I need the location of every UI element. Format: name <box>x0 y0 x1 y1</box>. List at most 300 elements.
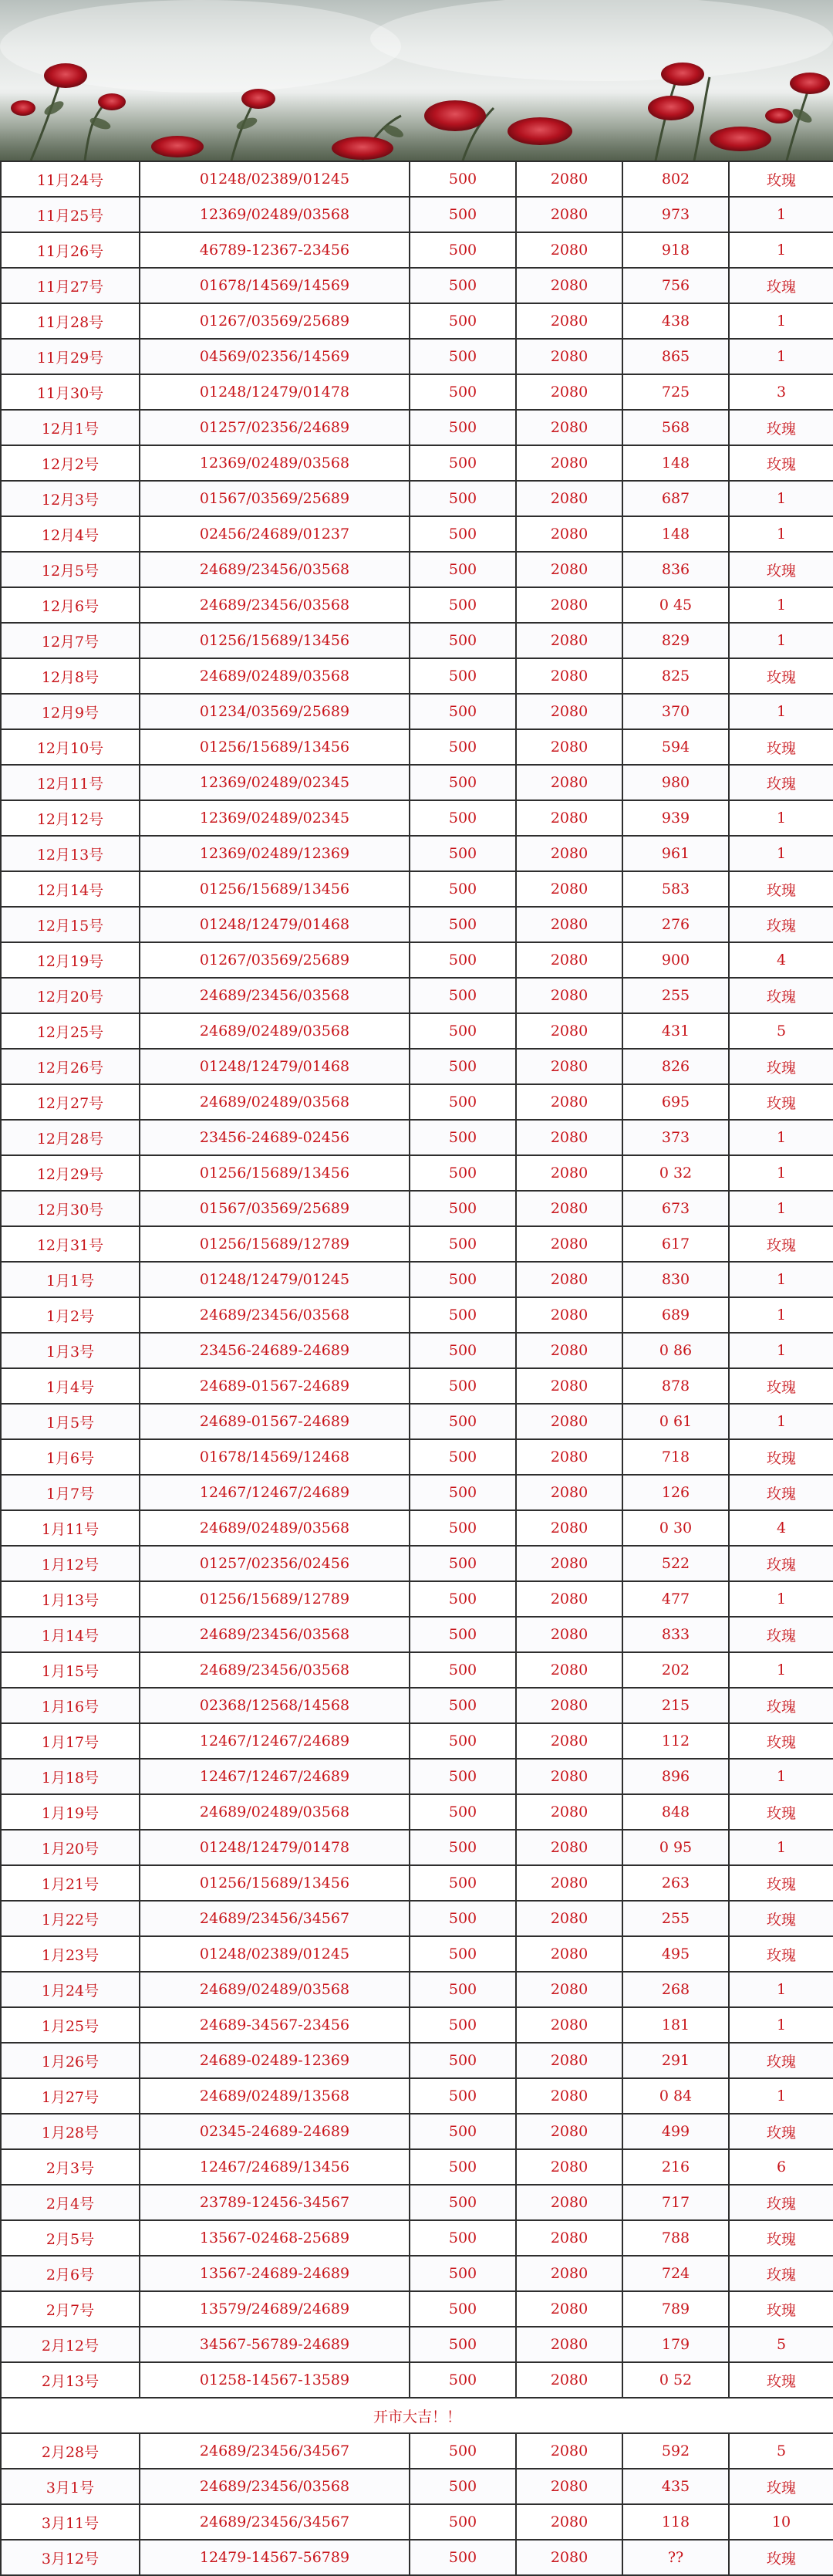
date-cell: 11月25号 <box>1 197 140 232</box>
payout-cell: 2080 <box>516 729 622 765</box>
table-row <box>1 1652 833 1688</box>
numbers-cell: 01248/12479/01478 <box>140 374 410 410</box>
table-row <box>1 2469 833 2504</box>
payout-cell: 2080 <box>516 2291 622 2327</box>
amount-cell: 500 <box>410 2007 516 2043</box>
table-row <box>1 1404 833 1439</box>
result-cell: 725 <box>622 374 729 410</box>
date-cell: 1月15号 <box>1 1652 140 1688</box>
numbers-cell: 04569/02356/14569 <box>140 339 410 374</box>
outcome-cell: 玫瑰 <box>729 2256 833 2291</box>
table-row <box>1 2540 833 2575</box>
amount-cell: 500 <box>410 1013 516 1049</box>
amount-cell: 500 <box>410 410 516 445</box>
amount-cell: 500 <box>410 623 516 658</box>
payout-cell: 2080 <box>516 765 622 800</box>
numbers-cell: 12467/24689/13456 <box>140 2149 410 2185</box>
amount-cell: 500 <box>410 2469 516 2504</box>
date-cell: 12月20号 <box>1 978 140 1013</box>
outcome-cell: 10 <box>729 2504 833 2540</box>
payout-cell: 2080 <box>516 410 622 445</box>
result-cell: 788 <box>622 2220 729 2256</box>
result-cell: 825 <box>622 658 729 694</box>
date-cell: 12月11号 <box>1 765 140 800</box>
date-cell: 12月6号 <box>1 587 140 623</box>
amount-cell: 500 <box>410 2220 516 2256</box>
date-cell: 1月21号 <box>1 1865 140 1901</box>
date-cell: 12月13号 <box>1 836 140 871</box>
outcome-cell: 玫瑰 <box>729 1865 833 1901</box>
result-cell: 179 <box>622 2327 729 2362</box>
payout-cell: 2080 <box>516 1155 622 1191</box>
amount-cell: 500 <box>410 1759 516 1794</box>
amount-cell: 500 <box>410 2114 516 2149</box>
outcome-cell: 玫瑰 <box>729 729 833 765</box>
table-row <box>1 658 833 694</box>
date-cell: 12月31号 <box>1 1226 140 1262</box>
amount-cell: 500 <box>410 2291 516 2327</box>
date-cell: 12月10号 <box>1 729 140 765</box>
numbers-cell: 23456-24689-02456 <box>140 1120 410 1155</box>
date-cell: 1月7号 <box>1 1475 140 1510</box>
numbers-cell: 24689/02489/03568 <box>140 658 410 694</box>
result-cell: 689 <box>622 1297 729 1333</box>
table-row <box>1 1084 833 1120</box>
outcome-cell: 1 <box>729 1155 833 1191</box>
table-row <box>1 1794 833 1830</box>
outcome-cell: 玫瑰 <box>729 2291 833 2327</box>
payout-cell: 2080 <box>516 1226 622 1262</box>
numbers-cell: 01256/15689/13456 <box>140 623 410 658</box>
result-cell: 0 86 <box>622 1333 729 1368</box>
outcome-cell: 玫瑰 <box>729 268 833 303</box>
amount-cell: 500 <box>410 1262 516 1297</box>
payout-cell: 2080 <box>516 1120 622 1155</box>
payout-cell: 2080 <box>516 2362 622 2398</box>
outcome-cell: 1 <box>729 1404 833 1439</box>
table-row <box>1 1510 833 1546</box>
outcome-cell: 4 <box>729 1510 833 1546</box>
amount-cell: 500 <box>410 1865 516 1901</box>
result-cell: 724 <box>622 2256 729 2291</box>
table-row <box>1 765 833 800</box>
date-cell: 1月13号 <box>1 1581 140 1617</box>
amount-cell: 500 <box>410 268 516 303</box>
amount-cell: 500 <box>410 587 516 623</box>
result-cell: 878 <box>622 1368 729 1404</box>
table-row <box>1 1581 833 1617</box>
result-cell: 431 <box>622 1013 729 1049</box>
date-cell: 12月2号 <box>1 445 140 481</box>
table-row <box>1 197 833 232</box>
banner-row <box>1 2398 833 2433</box>
payout-cell: 2080 <box>516 2043 622 2078</box>
result-cell: 255 <box>622 1901 729 1936</box>
result-cell: 0 84 <box>622 2078 729 2114</box>
table-row <box>1 445 833 481</box>
outcome-cell: 1 <box>729 481 833 516</box>
result-cell: 833 <box>622 1617 729 1652</box>
outcome-cell: 玫瑰 <box>729 2114 833 2149</box>
table-row <box>1 1546 833 1581</box>
amount-cell: 500 <box>410 1546 516 1581</box>
payout-cell: 2080 <box>516 587 622 623</box>
date-cell: 1月27号 <box>1 2078 140 2114</box>
date-cell: 12月3号 <box>1 481 140 516</box>
amount-cell: 500 <box>410 1510 516 1546</box>
date-cell: 12月14号 <box>1 871 140 907</box>
result-cell: 826 <box>622 1049 729 1084</box>
date-cell: 1月20号 <box>1 1830 140 1865</box>
payout-cell: 2080 <box>516 871 622 907</box>
result-cell: 126 <box>622 1475 729 1510</box>
table-row <box>1 800 833 836</box>
payout-cell: 2080 <box>516 1581 622 1617</box>
date-cell: 11月29号 <box>1 339 140 374</box>
table-row <box>1 2256 833 2291</box>
numbers-cell: 02368/12568/14568 <box>140 1688 410 1723</box>
numbers-cell: 01256/15689/13456 <box>140 871 410 907</box>
numbers-cell: 13579/24689/24689 <box>140 2291 410 2327</box>
numbers-cell: 24689/23456/03568 <box>140 2469 410 2504</box>
outcome-cell: 1 <box>729 836 833 871</box>
numbers-cell: 01248/12479/01468 <box>140 907 410 942</box>
payout-cell: 2080 <box>516 374 622 410</box>
numbers-cell: 01678/14569/12468 <box>140 1439 410 1475</box>
result-cell: 918 <box>622 232 729 268</box>
amount-cell: 500 <box>410 1581 516 1617</box>
table-row <box>1 1226 833 1262</box>
numbers-cell: 24689/02489/13568 <box>140 2078 410 2114</box>
table-row <box>1 1936 833 1972</box>
date-cell: 12月4号 <box>1 516 140 552</box>
table-row <box>1 2327 833 2362</box>
date-cell: 2月28号 <box>1 2433 140 2469</box>
table-row <box>1 1865 833 1901</box>
table-row <box>1 1120 833 1155</box>
outcome-cell: 玫瑰 <box>729 1439 833 1475</box>
result-cell: 695 <box>622 1084 729 1120</box>
result-cell: 980 <box>622 765 729 800</box>
date-cell: 2月12号 <box>1 2327 140 2362</box>
amount-cell: 500 <box>410 1084 516 1120</box>
outcome-cell: 1 <box>729 1581 833 1617</box>
result-cell: 263 <box>622 1865 729 1901</box>
payout-cell: 2080 <box>516 1191 622 1226</box>
amount-cell: 500 <box>410 2149 516 2185</box>
outcome-cell: 玫瑰 <box>729 907 833 942</box>
table-row <box>1 303 833 339</box>
outcome-cell: 1 <box>729 1830 833 1865</box>
result-cell: 0 45 <box>622 587 729 623</box>
result-cell: 802 <box>622 161 729 197</box>
date-cell: 1月23号 <box>1 1936 140 1972</box>
payout-cell: 2080 <box>516 1652 622 1688</box>
date-cell: 1月17号 <box>1 1723 140 1759</box>
table-row <box>1 2504 833 2540</box>
numbers-cell: 12369/02489/02345 <box>140 765 410 800</box>
numbers-cell: 24689/02489/03568 <box>140 1794 410 1830</box>
table-row <box>1 694 833 729</box>
outcome-cell: 1 <box>729 232 833 268</box>
payout-cell: 2080 <box>516 800 622 836</box>
table-row <box>1 1723 833 1759</box>
outcome-cell: 1 <box>729 1759 833 1794</box>
payout-cell: 2080 <box>516 978 622 1013</box>
payout-cell: 2080 <box>516 2007 622 2043</box>
amount-cell: 500 <box>410 1617 516 1652</box>
payout-cell: 2080 <box>516 658 622 694</box>
numbers-cell: 12369/02489/03568 <box>140 445 410 481</box>
result-cell: 0 30 <box>622 1510 729 1546</box>
amount-cell: 500 <box>410 2327 516 2362</box>
result-cell: 148 <box>622 516 729 552</box>
amount-cell: 500 <box>410 1333 516 1368</box>
date-cell: 12月27号 <box>1 1084 140 1120</box>
outcome-cell: 1 <box>729 1652 833 1688</box>
table-row <box>1 1013 833 1049</box>
outcome-cell: 玫瑰 <box>729 410 833 445</box>
payout-cell: 2080 <box>516 623 622 658</box>
payout-cell: 2080 <box>516 1830 622 1865</box>
payout-cell: 2080 <box>516 1439 622 1475</box>
amount-cell: 500 <box>410 197 516 232</box>
table-row <box>1 1333 833 1368</box>
result-cell: 0 32 <box>622 1155 729 1191</box>
table-row <box>1 339 833 374</box>
date-cell: 2月5号 <box>1 2220 140 2256</box>
payout-cell: 2080 <box>516 552 622 587</box>
amount-cell: 500 <box>410 1936 516 1972</box>
amount-cell: 500 <box>410 1901 516 1936</box>
table-row <box>1 1475 833 1510</box>
result-cell: 900 <box>622 942 729 978</box>
outcome-cell: 1 <box>729 587 833 623</box>
numbers-cell: 01567/03569/25689 <box>140 1191 410 1226</box>
outcome-cell: 5 <box>729 2327 833 2362</box>
outcome-cell: 1 <box>729 303 833 339</box>
numbers-cell: 46789-12367-23456 <box>140 232 410 268</box>
date-cell: 1月19号 <box>1 1794 140 1830</box>
payout-cell: 2080 <box>516 1333 622 1368</box>
payout-cell: 2080 <box>516 1972 622 2007</box>
date-cell: 1月12号 <box>1 1546 140 1581</box>
payout-cell: 2080 <box>516 836 622 871</box>
amount-cell: 500 <box>410 1688 516 1723</box>
table-row <box>1 1901 833 1936</box>
payout-cell: 2080 <box>516 2256 622 2291</box>
date-cell: 12月5号 <box>1 552 140 587</box>
table-row <box>1 1439 833 1475</box>
amount-cell: 500 <box>410 2362 516 2398</box>
result-cell: 112 <box>622 1723 729 1759</box>
date-cell: 1月3号 <box>1 1333 140 1368</box>
table-row <box>1 587 833 623</box>
payout-cell: 2080 <box>516 197 622 232</box>
date-cell: 12月12号 <box>1 800 140 836</box>
payout-cell: 2080 <box>516 2327 622 2362</box>
payout-cell: 2080 <box>516 1546 622 1581</box>
amount-cell: 500 <box>410 2185 516 2220</box>
amount-cell: 500 <box>410 1830 516 1865</box>
numbers-cell: 13567-02468-25689 <box>140 2220 410 2256</box>
date-cell: 12月28号 <box>1 1120 140 1155</box>
result-cell: 215 <box>622 1688 729 1723</box>
table-row <box>1 410 833 445</box>
payout-cell: 2080 <box>516 268 622 303</box>
result-cell: 522 <box>622 1546 729 1581</box>
date-cell: 12月7号 <box>1 623 140 658</box>
payout-cell: 2080 <box>516 1794 622 1830</box>
date-cell: 12月9号 <box>1 694 140 729</box>
outcome-cell: 1 <box>729 623 833 658</box>
result-cell: 687 <box>622 481 729 516</box>
payout-cell: 2080 <box>516 1404 622 1439</box>
result-cell: 438 <box>622 303 729 339</box>
amount-cell: 500 <box>410 516 516 552</box>
outcome-cell: 玫瑰 <box>729 445 833 481</box>
outcome-cell: 玫瑰 <box>729 161 833 197</box>
result-cell: ?? <box>622 2540 729 2575</box>
table-row <box>1 481 833 516</box>
result-cell: 717 <box>622 2185 729 2220</box>
numbers-cell: 12467/12467/24689 <box>140 1475 410 1510</box>
outcome-cell: 玫瑰 <box>729 1901 833 1936</box>
payout-cell: 2080 <box>516 2149 622 2185</box>
amount-cell: 500 <box>410 942 516 978</box>
date-cell: 1月5号 <box>1 1404 140 1439</box>
payout-cell: 2080 <box>516 907 622 942</box>
result-cell: 276 <box>622 907 729 942</box>
numbers-cell: 01256/15689/13456 <box>140 1155 410 1191</box>
result-cell: 848 <box>622 1794 729 1830</box>
payout-cell: 2080 <box>516 161 622 197</box>
outcome-cell: 玫瑰 <box>729 2540 833 2575</box>
numbers-cell: 12369/02489/03568 <box>140 197 410 232</box>
outcome-cell: 4 <box>729 942 833 978</box>
numbers-cell: 24689/23456/03568 <box>140 978 410 1013</box>
amount-cell: 500 <box>410 765 516 800</box>
table-row <box>1 268 833 303</box>
outcome-cell: 1 <box>729 339 833 374</box>
table-row <box>1 623 833 658</box>
outcome-cell: 玫瑰 <box>729 1546 833 1581</box>
date-cell: 12月1号 <box>1 410 140 445</box>
rose-header-image <box>0 0 833 161</box>
result-cell: 291 <box>622 2043 729 2078</box>
numbers-cell: 24689/23456/34567 <box>140 2433 410 2469</box>
numbers-cell: 01256/15689/12789 <box>140 1226 410 1262</box>
outcome-cell: 1 <box>729 1297 833 1333</box>
date-cell: 1月2号 <box>1 1297 140 1333</box>
numbers-cell: 12467/12467/24689 <box>140 1759 410 1794</box>
date-cell: 11月26号 <box>1 232 140 268</box>
table-row <box>1 1368 833 1404</box>
numbers-cell: 01256/15689/13456 <box>140 729 410 765</box>
table-row <box>1 871 833 907</box>
table-row <box>1 942 833 978</box>
table-row <box>1 1155 833 1191</box>
amount-cell: 500 <box>410 1049 516 1084</box>
date-cell: 3月11号 <box>1 2504 140 2540</box>
amount-cell: 500 <box>410 907 516 942</box>
payout-cell: 2080 <box>516 1368 622 1404</box>
results-table <box>0 161 833 2576</box>
date-cell: 12月26号 <box>1 1049 140 1084</box>
amount-cell: 500 <box>410 800 516 836</box>
outcome-cell: 5 <box>729 1013 833 1049</box>
numbers-cell: 24689/23456/03568 <box>140 552 410 587</box>
payout-cell: 2080 <box>516 1688 622 1723</box>
numbers-cell: 01256/15689/12789 <box>140 1581 410 1617</box>
payout-cell: 2080 <box>516 1084 622 1120</box>
outcome-cell: 玫瑰 <box>729 2469 833 2504</box>
date-cell: 11月28号 <box>1 303 140 339</box>
numbers-cell: 12369/02489/02345 <box>140 800 410 836</box>
amount-cell: 500 <box>410 1972 516 2007</box>
outcome-cell: 玫瑰 <box>729 2043 833 2078</box>
date-cell: 3月12号 <box>1 2540 140 2575</box>
result-cell: 0 61 <box>622 1404 729 1439</box>
date-cell: 2月13号 <box>1 2362 140 2398</box>
amount-cell: 500 <box>410 2043 516 2078</box>
amount-cell: 500 <box>410 1652 516 1688</box>
table-row <box>1 907 833 942</box>
result-cell: 865 <box>622 339 729 374</box>
numbers-cell: 23789-12456-34567 <box>140 2185 410 2220</box>
table-row <box>1 2185 833 2220</box>
numbers-cell: 01267/03569/25689 <box>140 303 410 339</box>
amount-cell: 500 <box>410 978 516 1013</box>
table-row <box>1 2149 833 2185</box>
outcome-cell: 1 <box>729 1191 833 1226</box>
result-cell: 789 <box>622 2291 729 2327</box>
amount-cell: 500 <box>410 1120 516 1155</box>
payout-cell: 2080 <box>516 445 622 481</box>
payout-cell: 2080 <box>516 1936 622 1972</box>
date-cell: 12月30号 <box>1 1191 140 1226</box>
outcome-cell: 玫瑰 <box>729 1084 833 1120</box>
table-row <box>1 1262 833 1297</box>
date-cell: 2月7号 <box>1 2291 140 2327</box>
table-row <box>1 978 833 1013</box>
numbers-cell: 13567-24689-24689 <box>140 2256 410 2291</box>
date-cell: 12月15号 <box>1 907 140 942</box>
numbers-cell: 01258-14567-13589 <box>140 2362 410 2398</box>
outcome-cell: 1 <box>729 2078 833 2114</box>
numbers-cell: 23456-24689-24689 <box>140 1333 410 1368</box>
table-row <box>1 1049 833 1084</box>
table-row <box>1 552 833 587</box>
numbers-cell: 02345-24689-24689 <box>140 2114 410 2149</box>
table-row <box>1 2362 833 2398</box>
result-cell: 756 <box>622 268 729 303</box>
outcome-cell: 1 <box>729 2007 833 2043</box>
numbers-cell: 01257/02356/24689 <box>140 410 410 445</box>
result-cell: 202 <box>622 1652 729 1688</box>
amount-cell: 500 <box>410 232 516 268</box>
outcome-cell: 玫瑰 <box>729 1368 833 1404</box>
result-cell: 592 <box>622 2433 729 2469</box>
amount-cell: 500 <box>410 658 516 694</box>
numbers-cell: 24689/02489/03568 <box>140 1510 410 1546</box>
result-cell: 973 <box>622 197 729 232</box>
numbers-cell: 24689/02489/03568 <box>140 1084 410 1120</box>
payout-cell: 2080 <box>516 2185 622 2220</box>
amount-cell: 500 <box>410 694 516 729</box>
numbers-cell: 01248/02389/01245 <box>140 1936 410 1972</box>
payout-cell: 2080 <box>516 1510 622 1546</box>
